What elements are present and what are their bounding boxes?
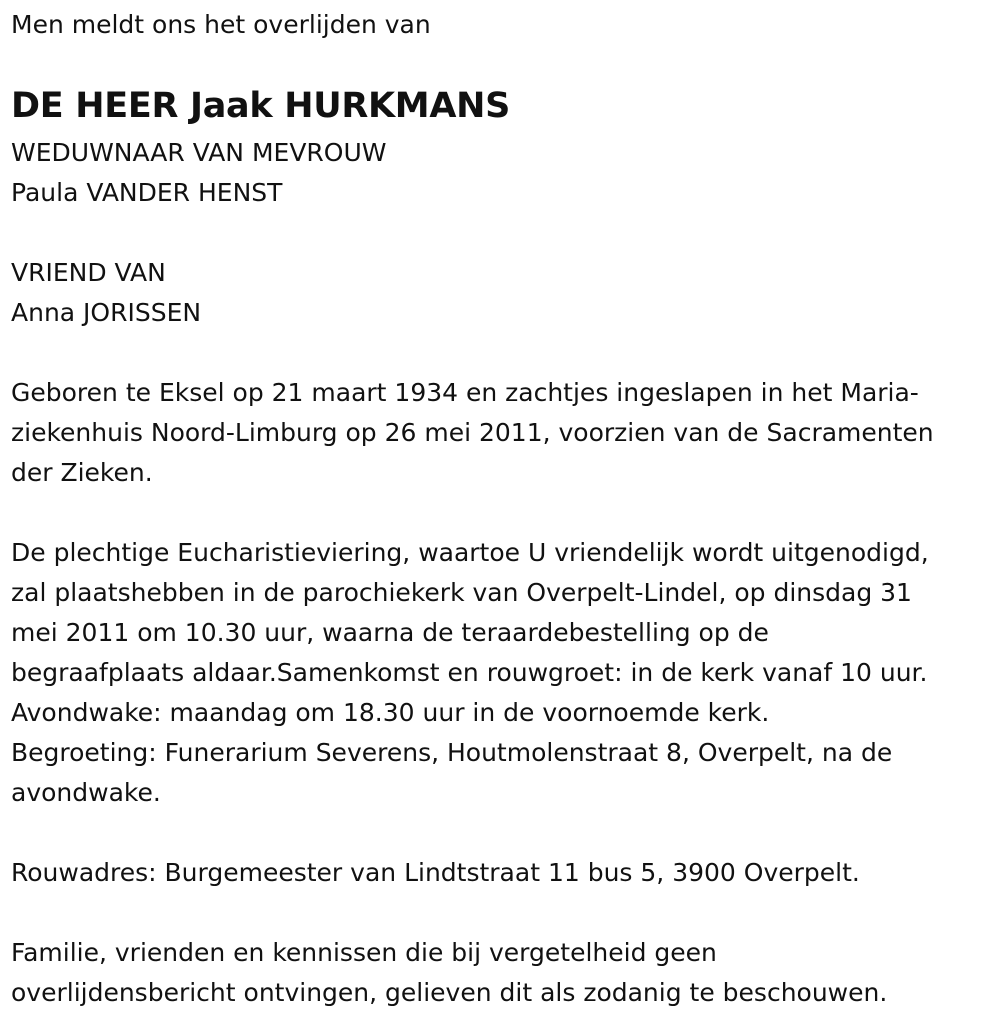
closing-paragraph-line: overlijdensbericht ontvingen, gelieven dit als zodanig te beschouwen. bbox=[11, 978, 888, 1007]
ceremony-paragraph-line: begraafplaats aldaar.Samenkomst en rouwgroet: in de kerk vanaf 10 uur. bbox=[11, 658, 928, 687]
ceremony-paragraph-line: avondwake. bbox=[11, 778, 161, 807]
closing-paragraph-line: Familie, vrienden en kennissen die bij vergetelheid geen bbox=[11, 938, 717, 967]
friend-name: Anna JORISSEN bbox=[11, 298, 202, 327]
ceremony-paragraph-line: Avondwake: maandag om 18.30 uur in de voornoemde kerk. bbox=[11, 698, 770, 727]
mourning-address: Rouwadres: Burgemeester van Lindtstraat 11 bus 5, 3900 Overpelt. bbox=[11, 858, 860, 887]
birth-paragraph-line: Geboren te Eksel op 21 maart 1934 en zachtjes ingeslapen in het Maria- bbox=[11, 378, 919, 407]
spouse-relation: WEDUWNAAR VAN MEVROUW bbox=[11, 138, 387, 167]
deceased-name: DE HEER Jaak HURKMANS bbox=[11, 86, 511, 126]
ceremony-paragraph-line: De plechtige Eucharistieviering, waartoe U vriendelijk wordt uitgenodigd, bbox=[11, 538, 929, 567]
ceremony-paragraph-line: Begroeting: Funerarium Severens, Houtmolenstraat 8, Overpelt, na de bbox=[11, 738, 893, 767]
birth-paragraph-line: der Zieken. bbox=[11, 458, 153, 487]
intro-text: Men meldt ons het overlijden van bbox=[11, 10, 431, 39]
spouse-name: Paula VANDER HENST bbox=[11, 178, 283, 207]
friend-relation: VRIEND VAN bbox=[11, 258, 166, 287]
ceremony-paragraph-line: mei 2011 om 10.30 uur, waarna de teraardebestelling op de bbox=[11, 618, 769, 647]
ceremony-paragraph-line: zal plaatshebben in de parochiekerk van Overpelt-Lindel, op dinsdag 31 bbox=[11, 578, 912, 607]
birth-paragraph-line: ziekenhuis Noord-Limburg op 26 mei 2011, voorzien van de Sacramenten bbox=[11, 418, 934, 447]
